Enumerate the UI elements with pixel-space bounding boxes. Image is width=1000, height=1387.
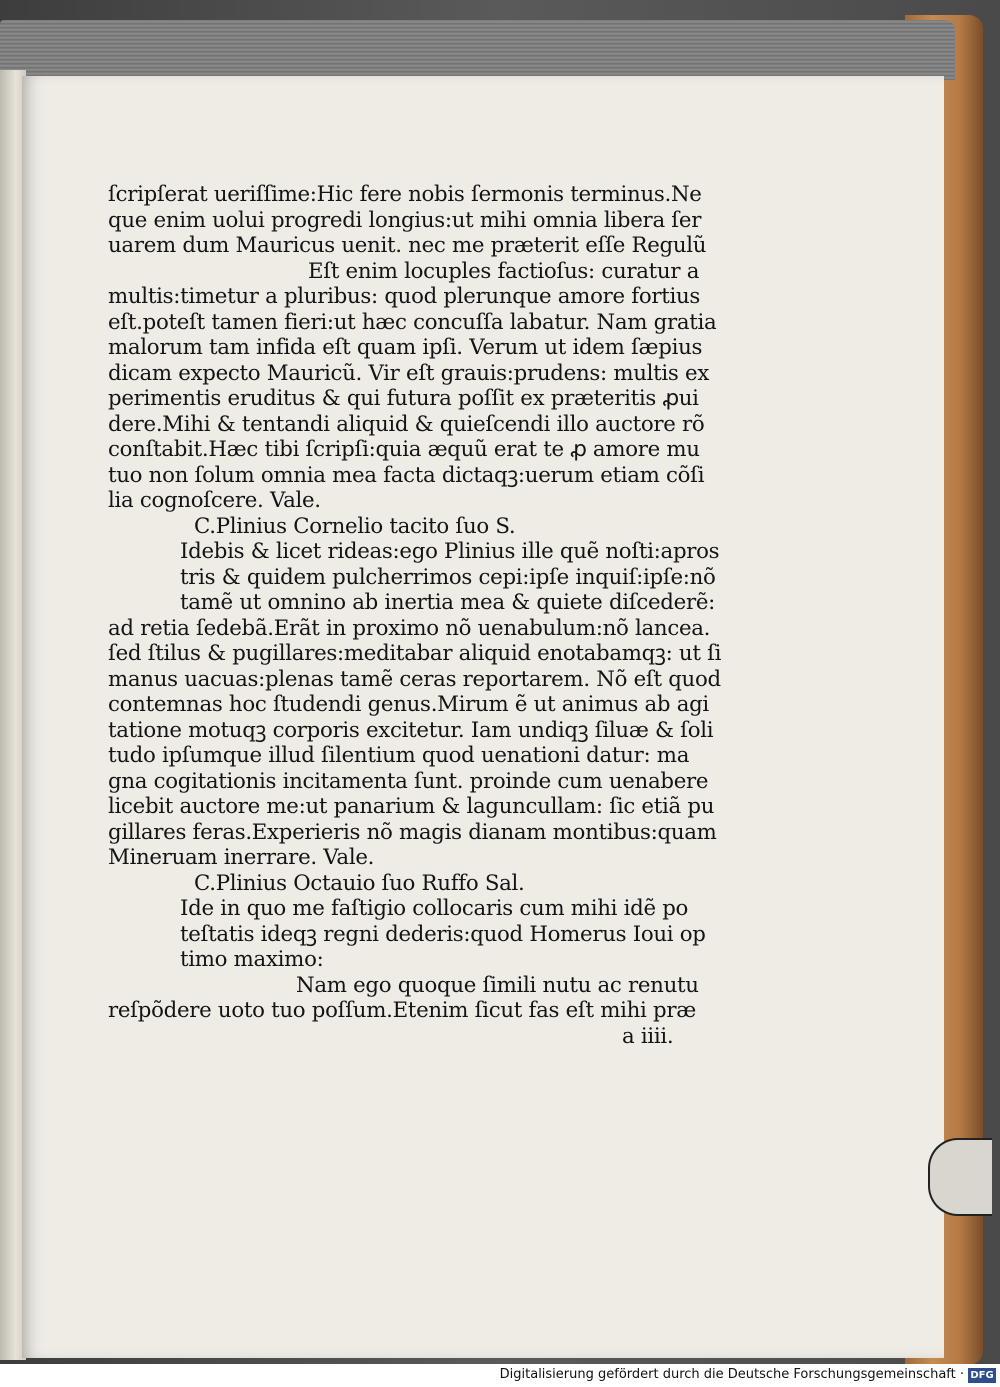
text-line: uarem dum Mauricus uenit. nec me præterit eſſe Regulũ [108, 233, 707, 258]
text-line: timo maximo: [180, 947, 324, 972]
text-line: lia cognoſcere. Vale. [108, 488, 321, 513]
funding-notice: Digitalisierung gefördert durch die Deutsche Forschungsgemeinschaft · [499, 1367, 964, 1382]
text-line: Ide in quo me faſtigio collocaris cum mihi idẽ po [180, 896, 689, 921]
signature-mark: a iiii. [622, 1023, 674, 1049]
text-line: multis:timetur a pluribus: quod plerunque amore fortius [108, 284, 701, 309]
text-line: malorum tam infida eſt quam ipſi. Verum ut idem ſæpius [108, 335, 703, 360]
text-line: licebit auctore me:ut panarium & laguncullam: ſic etiã pu [108, 794, 715, 819]
page-text [108, 182, 722, 1049]
verse-line: Nam ego quoque ſimili nutu ac renutu [296, 972, 699, 998]
text-line: perimentis eruditus & qui futura poſſit ex præteritis ꝓui [108, 386, 699, 411]
clasp-strap [928, 1138, 992, 1216]
text-line: conſtabit.Hæc tibi ſcripſi:quia æquũ erat te ꝓ amore mu [108, 437, 700, 462]
text-line: Eſt enim locuples factioſus: curatur a [308, 258, 700, 284]
letter-heading: C.Plinius Cornelio tacito ſuo S. [194, 513, 516, 539]
text-line: eſt.poteſt tamen fieri:ut hæc concuſſa labatur. Nam gratia [108, 309, 717, 335]
text-line: gillares feras.Experieris nõ magis dianam montibus:quam [108, 819, 717, 845]
text-line: teſtatis ideqꝫ regni dederis:quod Homerus Ioui op [180, 921, 706, 947]
text-line: dicam expecto Mauricũ. Vir eſt grauis:prudens: multis ex [108, 360, 710, 386]
text-line: tatione motuqꝫ corporis excitetur. Iam undiqꝫ ſiluæ & ſoli [108, 717, 714, 743]
text-line: tris & quidem pulcherrimos cepi:ipſe inquiſ:ipſe:nõ [180, 564, 716, 590]
text-line: ad retia ſedebã.Erãt in proximo nõ uenabulum:nõ lancea. [108, 615, 711, 641]
text-line: tamẽ ut omnino ab inertia mea & quiete diſcederẽ: [180, 590, 716, 615]
letter-heading: C.Plinius Octauio ſuo Ruffo Sal. [194, 870, 525, 896]
text-line: ſcripſerat ueriſſime:Hic fere nobis ſermonis terminus.Ne [108, 182, 702, 207]
footer-bar [0, 1364, 1000, 1387]
text-line: contemnas hoc ſtudendi genus.Mirum ẽ ut animus ab agi [108, 692, 709, 717]
text-line: tudo ipſumque illud ſilentium quod uenationi datur: ma [108, 743, 690, 768]
text-line: que enim uolui progredi longius:ut mihi omnia libera ſer [108, 207, 702, 233]
page-edges [0, 20, 955, 80]
text-line: Idebis & licet rideas:ego Plinius ille quẽ noſti:apros [180, 539, 720, 564]
text-line: gna cogitationis incitamenta ſunt. proinde cum uenabere [108, 768, 709, 794]
text-line: tuo non ſolum omnia mea facta dictaqꝫ:uerum etiam cõſi [108, 462, 705, 488]
text-line: Mineruam inerrare. Vale. [108, 845, 375, 870]
dfg-logo-icon: DFG [968, 1368, 996, 1383]
text-line: reſpõdere uoto tuo poſſum.Etenim ſicut fas eſt mihi præ [108, 998, 696, 1023]
text-line: ſed ſtilus & pugillares:meditabar aliquid enotabamqꝫ: ut ſi [108, 641, 722, 666]
text-line: manus uacuas:plenas tamẽ ceras reportarem. Nõ eſt quod [108, 666, 721, 692]
text-line: dere.Mihi & tentandi aliquid & quieſcendi illo auctore rõ [108, 411, 705, 437]
